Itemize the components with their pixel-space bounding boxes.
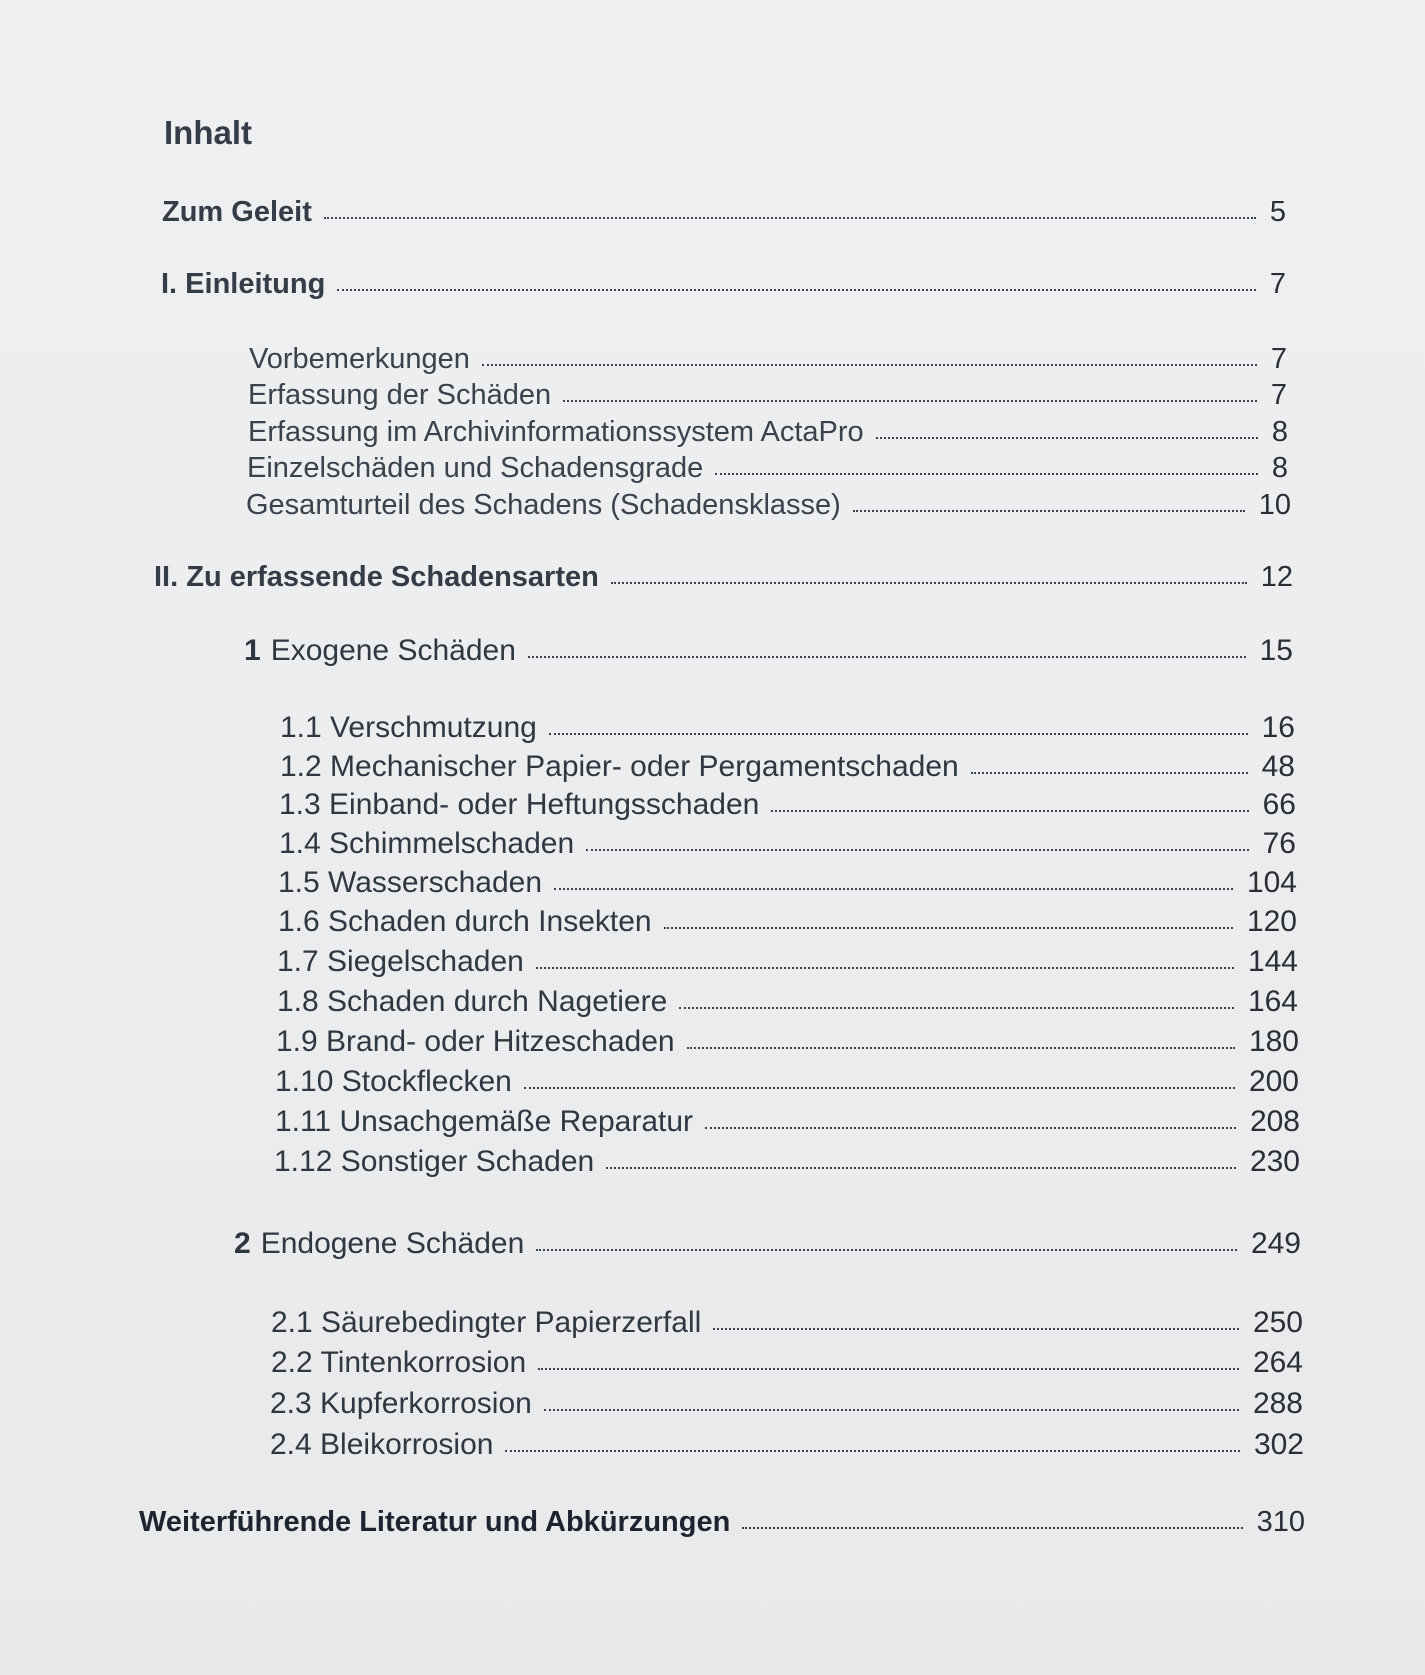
toc-entry-page: 76 <box>1262 827 1296 860</box>
toc-entry-label: Erfassung im Archivinformationssystem ActaPro <box>248 416 864 448</box>
toc-entry-page: 8 <box>1271 452 1288 484</box>
toc-entry-page: 104 <box>1246 866 1297 899</box>
dot-leader <box>771 810 1248 812</box>
dot-leader <box>528 656 1246 658</box>
toc-entry-1-4[interactable] <box>279 827 1296 861</box>
toc-entry-label: Vorbemerkungen <box>249 343 470 375</box>
dot-leader <box>563 400 1257 402</box>
toc-entry-label: Zum Geleit <box>162 196 312 228</box>
toc-entry-label: 2.2 Tintenkorrosion <box>271 1346 527 1379</box>
toc-entry-label: II. Zu erfassende Schadensarten <box>154 561 599 593</box>
toc-entry-page: 120 <box>1246 905 1297 938</box>
dot-leader <box>715 473 1258 475</box>
toc-entry-1-1[interactable] <box>280 711 1295 745</box>
toc-entry-1-7[interactable] <box>277 945 1298 979</box>
toc-entry-label: 2.1 Säurebedingter Papierzerfall <box>271 1306 702 1339</box>
toc-entry-2-3[interactable] <box>270 1387 1303 1421</box>
dot-leader <box>549 733 1248 735</box>
dot-leader <box>324 217 1256 219</box>
toc-entry-label: 1.5 Wasserschaden <box>278 866 543 899</box>
toc-entry-label: 1.7 Siegelschaden <box>277 945 524 978</box>
toc-entry-exogene-schaeden[interactable] <box>244 634 1293 668</box>
dot-leader <box>611 582 1247 584</box>
toc-entry-label: 1.11 Unsachgemäße Reparatur <box>275 1105 694 1138</box>
toc-entry-gesamturteil[interactable] <box>246 489 1291 522</box>
dot-leader <box>713 1328 1239 1330</box>
dot-leader <box>876 437 1258 439</box>
toc-entry-page: 144 <box>1247 945 1298 978</box>
toc-entry-1-2[interactable] <box>280 750 1295 784</box>
toc-entry-einzelschaeden[interactable] <box>247 452 1288 485</box>
toc-entry-1-8[interactable] <box>277 985 1298 1019</box>
toc-entry-label: I. Einleitung <box>161 268 326 300</box>
toc-entry-vorbemerkungen[interactable] <box>249 343 1287 376</box>
toc-entry-page: 16 <box>1261 711 1295 744</box>
toc-entry-page: 10 <box>1258 489 1291 521</box>
toc-entry-2-4[interactable] <box>270 1428 1304 1462</box>
dot-leader <box>554 888 1233 890</box>
toc-entry-page: 5 <box>1269 196 1286 228</box>
toc-entry-label: Einzelschäden und Schadensgrade <box>247 452 704 484</box>
toc-entry-label: Exogene Schäden <box>270 634 516 667</box>
toc-entry-2-2[interactable] <box>271 1346 1303 1380</box>
toc-entry-label: 1.4 Schimmelschaden <box>279 827 575 860</box>
page-title: Inhalt <box>164 114 252 151</box>
toc-entry-page: 7 <box>1270 379 1287 411</box>
toc-entry-1-9[interactable] <box>276 1025 1299 1059</box>
dot-leader <box>536 967 1234 969</box>
dot-leader <box>586 849 1248 851</box>
dot-leader <box>524 1087 1235 1089</box>
toc-entry-zum-geleit[interactable] <box>162 196 1286 229</box>
dot-leader <box>482 364 1257 366</box>
toc-entry-label: 1.8 Schaden durch Nagetiere <box>277 985 668 1018</box>
dot-leader <box>687 1047 1235 1049</box>
toc-entry-1-10[interactable] <box>275 1065 1299 1099</box>
toc-entry-literatur[interactable] <box>139 1506 1305 1539</box>
toc-entry-page: 180 <box>1248 1025 1299 1058</box>
toc-entry-1-6[interactable] <box>278 905 1297 939</box>
dot-leader <box>705 1127 1236 1129</box>
toc-entry-label: 1.1 Verschmutzung <box>280 711 537 744</box>
toc-entry-2-1[interactable] <box>271 1306 1303 1340</box>
toc-entry-label: Erfassung der Schäden <box>248 379 552 411</box>
toc-entry-label: 1.3 Einband- oder Heftungsschaden <box>279 788 760 821</box>
dot-leader <box>679 1007 1234 1009</box>
toc-entry-einleitung[interactable] <box>161 268 1286 301</box>
dot-leader <box>971 772 1248 774</box>
toc-entry-1-11[interactable] <box>275 1105 1300 1139</box>
dot-leader <box>544 1409 1239 1411</box>
toc-entry-label: 2.3 Kupferkorrosion <box>270 1387 532 1420</box>
toc-entry-page: 8 <box>1271 416 1288 448</box>
toc-entry-page: 310 <box>1256 1506 1305 1538</box>
toc-entry-page: 66 <box>1262 788 1296 821</box>
toc-entry-label: 1.10 Stockflecken <box>275 1065 512 1098</box>
toc-entry-page: 12 <box>1260 561 1293 593</box>
toc-entry-erfassung-actapro[interactable] <box>248 416 1288 449</box>
dot-leader <box>337 289 1256 291</box>
toc-entry-label: Gesamturteil des Schadens (Schadensklasse) <box>246 489 841 521</box>
dot-leader <box>536 1249 1237 1251</box>
toc-entry-page: 208 <box>1249 1105 1300 1138</box>
toc-entry-page: 302 <box>1253 1428 1304 1461</box>
dot-leader <box>664 927 1233 929</box>
dot-leader <box>742 1527 1242 1529</box>
chapter-number: 2 <box>234 1227 251 1260</box>
toc-entry-label: 1.12 Sonstiger Schaden <box>274 1145 595 1178</box>
toc-entry-page: 250 <box>1252 1306 1303 1339</box>
toc-entry-page: 15 <box>1259 634 1293 667</box>
toc-entry-page: 230 <box>1249 1145 1300 1178</box>
toc-entry-1-12[interactable] <box>274 1145 1300 1179</box>
chapter-number: 1 <box>244 634 261 667</box>
toc-entry-page: 7 <box>1269 268 1286 300</box>
toc-entry-label: 1.6 Schaden durch Insekten <box>278 905 652 938</box>
toc-entry-label: Endogene Schäden <box>260 1227 525 1260</box>
toc-entry-label: 2.4 Bleikorrosion <box>270 1428 494 1461</box>
dot-leader <box>538 1368 1239 1370</box>
toc-entry-page: 7 <box>1270 343 1287 375</box>
dot-leader <box>505 1450 1239 1452</box>
toc-entry-page: 164 <box>1247 985 1298 1018</box>
toc-entry-label: 1.2 Mechanischer Papier- oder Pergamentschaden <box>280 750 959 783</box>
toc-entry-erfassung-schaeden[interactable] <box>248 379 1287 412</box>
toc-entry-schadensarten[interactable] <box>154 561 1293 594</box>
toc-entry-page: 264 <box>1252 1346 1303 1379</box>
toc-entry-page: 200 <box>1248 1065 1299 1098</box>
dot-leader <box>606 1167 1236 1169</box>
toc-entry-page: 249 <box>1250 1227 1301 1260</box>
toc-entry-page: 288 <box>1252 1387 1303 1420</box>
toc-entry-label: Weiterführende Literatur und Abkürzungen <box>139 1506 731 1538</box>
toc-entry-page: 48 <box>1261 750 1295 783</box>
toc-entry-endogene-schaeden[interactable] <box>234 1227 1301 1261</box>
toc-entry-1-3[interactable] <box>279 788 1296 822</box>
dot-leader <box>853 510 1245 512</box>
toc-entry-1-5[interactable] <box>278 866 1297 900</box>
toc-entry-label: 1.9 Brand- oder Hitzeschaden <box>276 1025 675 1058</box>
